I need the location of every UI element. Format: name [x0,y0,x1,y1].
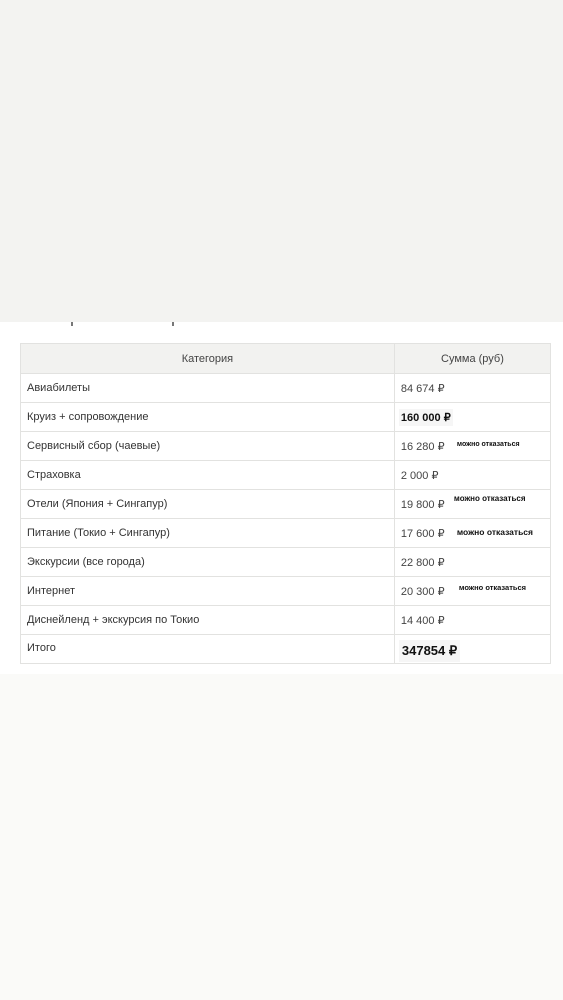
row-category: Интернет [21,577,395,606]
sum-value: 19 800 ₽ [400,498,445,511]
row-sum [394,548,550,577]
header-category: Категория [21,344,395,374]
row-category: Отели (Япония + Сингапур) [21,490,395,519]
sum-value: 14 400 ₽ [400,614,445,627]
row-category: Круиз + сопровождение [21,403,395,432]
table-row [21,577,551,606]
sum-value: 22 800 ₽ [400,556,445,569]
sum-value-bold: 160 000 ₽ [399,409,453,426]
row-sum [394,403,550,432]
table-row [21,606,551,635]
total-label-cell [21,635,395,664]
table-row [21,461,551,490]
row-category: Экскурсии (все города) [21,548,395,577]
clipped-text-line [0,318,563,330]
expense-table [20,343,551,664]
table-row [21,490,551,519]
handwritten-note: можно отказаться [456,527,533,537]
sum-value: 16 280 ₽ [400,440,445,453]
total-sum: 347854 ₽ [399,640,460,662]
row-category: Диснейленд + экскурсия по Токио [21,606,395,635]
handwritten-note: можно отказаться [456,441,520,448]
row-category: Питание (Токио + Сингапур) [21,519,395,548]
row-sum [394,432,550,461]
sum-value: 2 000 ₽ [400,469,439,482]
blank-top-area [0,0,563,322]
sum-value: 20 300 ₽ [400,585,445,598]
header-sum: Сумма (руб) [394,344,550,374]
handwritten-note: можно отказаться [458,583,527,592]
row-category: Сервисный сбор (чаевые) [21,432,395,461]
row-category: Авиабилеты [21,374,395,403]
row-sum [394,461,550,490]
total-label: Итого [27,642,56,654]
table-row [21,374,551,403]
row-category: Страховка [21,461,395,490]
total-sum-cell [394,635,550,664]
row-sum [394,490,550,519]
row-sum [394,606,550,635]
table-header-row [21,344,551,374]
row-sum [394,577,550,606]
table-row [21,432,551,461]
table-total-row [21,635,551,664]
table-row [21,548,551,577]
table-row [21,403,551,432]
row-sum [394,374,550,403]
sum-value: 84 674 ₽ [400,382,445,395]
table-row [21,519,551,548]
row-sum [394,519,550,548]
handwritten-note: можно отказаться [453,494,526,503]
sum-value: 17 600 ₽ [400,527,445,540]
